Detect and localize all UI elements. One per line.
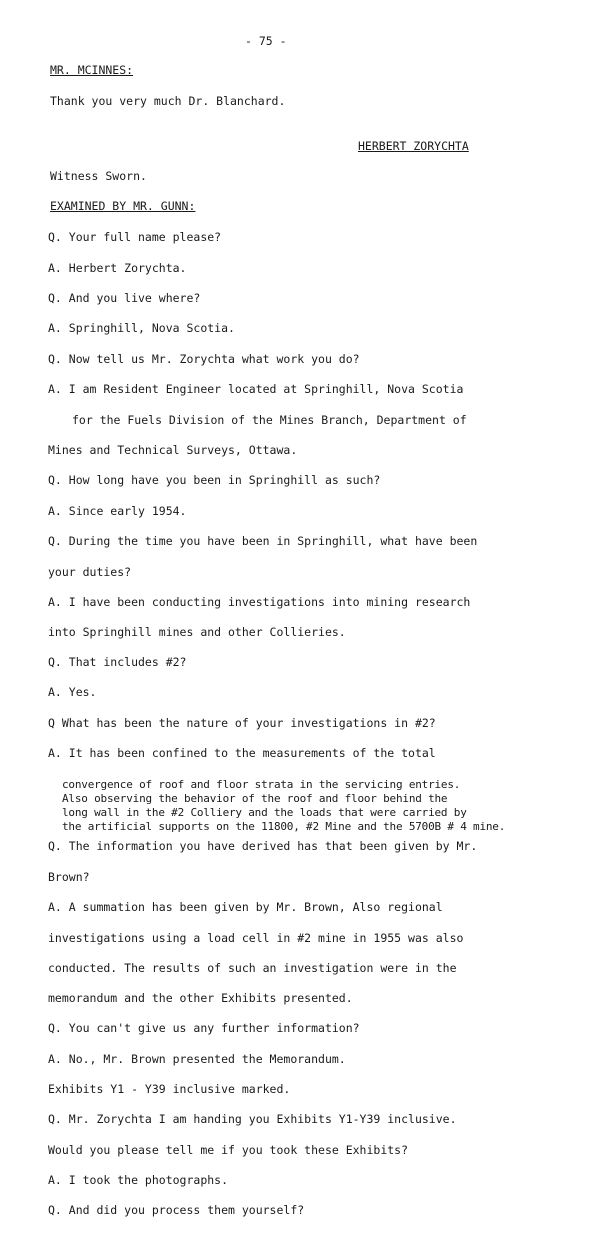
transcript-line: Q. Mr. Zorychta I am handing you Exhibits Y1-Y39 inclusive. [48, 1112, 457, 1126]
transcript-line: A. It has been confined to the measurements of the total [48, 746, 436, 760]
inserted-text-line: Also observing the behavior of the roof and floor behind the [62, 792, 448, 805]
transcript-line: A. A summation has been given by Mr. Brown, Also regional [48, 900, 443, 914]
transcript-line: A. I have been conducting investigations into mining research [48, 595, 471, 609]
transcript-line: Brown? [48, 870, 90, 884]
transcript-line: for the Fuels Division of the Mines Branch, Department of [72, 413, 467, 427]
inserted-text-line: long wall in the #2 Colliery and the loads that were carried by [62, 806, 467, 819]
transcript-line: Q. You can't give us any further information? [48, 1021, 360, 1035]
transcript-line: A. Herbert Zorychta. [48, 261, 187, 275]
transcript-line: Q. How long have you been in Springhill as such? [48, 473, 381, 487]
witness-name-heading: HERBERT ZORYCHTA [358, 139, 469, 153]
transcript-line: A. Since early 1954. [48, 504, 187, 518]
transcript-line: your duties? [48, 565, 132, 579]
transcript-line: Q. And you live where? [48, 291, 201, 305]
transcript-line: Q. That includes #2? [48, 655, 187, 669]
transcript-line: A. Springhill, Nova Scotia. [48, 321, 235, 335]
transcript-line: Q. And did you process them yourself? [48, 1203, 305, 1217]
witness-sworn: Witness Sworn. [50, 169, 147, 183]
transcript-line: into Springhill mines and other Collieries. [48, 625, 346, 639]
transcript-line: memorandum and the other Exhibits presented. [48, 991, 353, 1005]
transcript-line: Q What has been the nature of your investigations in #2? [48, 716, 436, 730]
examined-by-heading: EXAMINED BY MR. GUNN: [50, 199, 196, 213]
transcript-line: Exhibits Y1 - Y39 inclusive marked. [48, 1082, 291, 1096]
transcript-line: conducted. The results of such an investigation were in the [48, 961, 457, 975]
transcript-line: A. I am Resident Engineer located at Springhill, Nova Scotia [48, 382, 464, 396]
inserted-text-line: the artificial supports on the 11800, #2 Mine and the 5700B # 4 mine. [62, 820, 506, 833]
transcript-line: Q. The information you have derived has that been given by Mr. [48, 839, 478, 853]
transcript-line: Q. Your full name please? [48, 230, 222, 244]
transcript-line: Q. Now tell us Mr. Zorychta what work you do? [48, 352, 360, 366]
inserted-text-line: convergence of roof and floor strata in the servicing entries. [62, 778, 461, 791]
speaker-heading-mcinnes: MR. MCINNES: [50, 63, 134, 77]
transcript-line: A. I took the photographs. [48, 1173, 229, 1187]
transcript-line: Would you please tell me if you took these Exhibits? [48, 1143, 409, 1157]
transcript-line: A. No., Mr. Brown presented the Memorandum. [48, 1052, 346, 1066]
transcript-line: investigations using a load cell in #2 mine in 1955 was also [48, 931, 464, 945]
thanks-line: Thank you very much Dr. Blanchard. [50, 94, 286, 108]
transcript-line: A. Yes. [48, 685, 97, 699]
page-number: - 75 - [245, 34, 287, 48]
transcript-line: Q. During the time you have been in Springhill, what have been [48, 534, 478, 548]
transcript-line: Mines and Technical Surveys, Ottawa. [48, 443, 298, 457]
